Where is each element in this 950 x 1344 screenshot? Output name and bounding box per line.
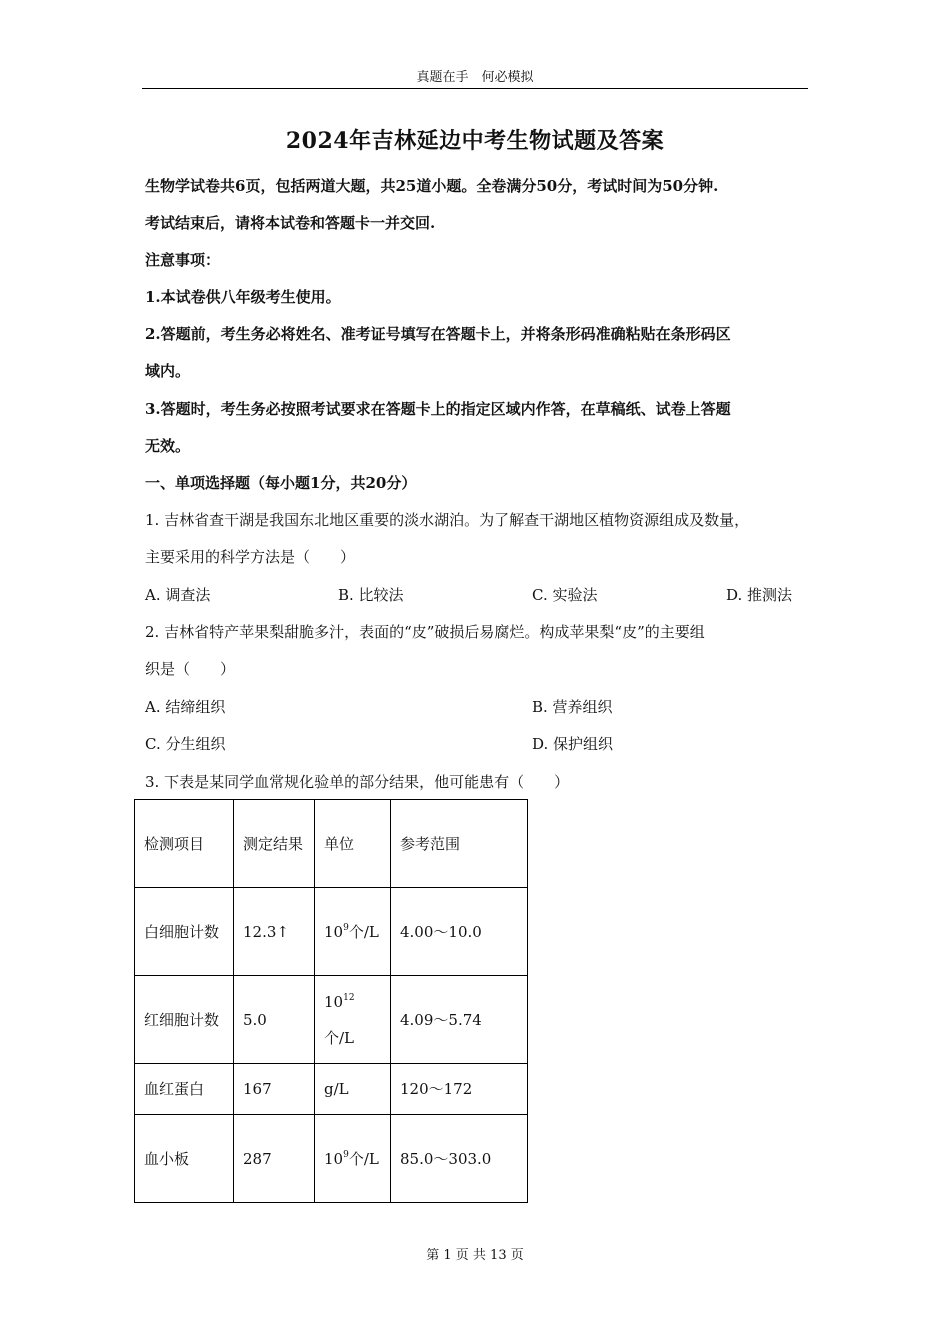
unit-rest: g/L [324, 1080, 349, 1098]
table-row [135, 1115, 528, 1203]
q1-stem-line-2: 主要采用的科学方法是（ ） [145, 548, 356, 566]
cell-result: 167 [234, 1064, 315, 1115]
q2-stem-line-1: 2. 吉林省特产苹果梨甜脆多汁，表面的“皮”破损后易腐烂。构成苹果梨“皮”的主要组 [145, 623, 705, 641]
cell-result: 287 [234, 1115, 315, 1203]
cell-unit [315, 888, 391, 976]
q1-option-d: D. 推测法 [726, 586, 793, 604]
cell-range: 120～172 [391, 1064, 528, 1115]
blood-test-table [134, 799, 528, 1203]
document-title: 2024年吉林延边中考生物试题及答案 [285, 128, 665, 154]
cell-range: 4.09～5.74 [391, 976, 528, 1064]
q1-stem-line-1: 1. 吉林省查干湖是我国东北地区重要的淡水湖泊。为了解查干湖地区植物资源组成及数量， [145, 511, 750, 529]
header-cell-unit: 单位 [315, 800, 391, 888]
table-row [135, 888, 528, 976]
cell-unit [315, 1115, 391, 1203]
notice-item-3-line-1: 3.答题时，考生务必按照考试要求在答题卡上的指定区域内作答，在草稿纸、试卷上答题 [145, 400, 731, 418]
intro-line-1: 生物学试卷共6页，包括两道大题，共25道小题。全卷满分50分，考试时间为50分钟. [145, 177, 719, 195]
notice-item-1: 1.本试卷供八年级考生使用。 [145, 288, 341, 306]
unit-exponent: 9 [343, 1149, 349, 1160]
notice-item-3-line-2: 无效。 [145, 437, 191, 455]
cell-item: 白细胞计数 [135, 888, 234, 976]
header-cell-item: 检测项目 [135, 800, 234, 888]
unit-base: 10 [324, 992, 344, 1011]
header-cell-range: 参考范围 [391, 800, 528, 888]
unit-rest: 个/L [348, 922, 379, 941]
unit-base: 10 [324, 1149, 344, 1168]
cell-range: 4.00～10.0 [391, 888, 528, 976]
intro-line-2: 考试结束后，请将本试卷和答题卡一并交回. [145, 214, 436, 232]
table-row [135, 976, 528, 1064]
q1-option-a: A. 调查法 [145, 586, 211, 604]
unit-exponent: 12 [343, 992, 355, 1003]
q3-stem: 3. 下表是某同学血常规化验单的部分结果，他可能患有（ ） [145, 773, 570, 791]
cell-result: 5.0 [234, 976, 315, 1064]
q2-option-a: A. 结缔组织 [145, 698, 226, 716]
q1-option-b: B. 比较法 [338, 586, 404, 604]
unit-exponent: 9 [343, 922, 349, 933]
page-header: 真题在手 何必模拟 [416, 70, 534, 85]
header-cell-result: 测定结果 [234, 800, 315, 888]
cell-result: 12.3↑ [234, 888, 315, 976]
cell-item: 血小板 [135, 1115, 234, 1203]
unit-rest: 个/L [324, 1028, 355, 1047]
cell-range: 85.0～303.0 [391, 1115, 528, 1203]
header-divider [142, 88, 808, 89]
q2-option-d: D. 保护组织 [532, 735, 614, 753]
q2-option-c: C. 分生组织 [145, 735, 226, 753]
cell-item: 血红蛋白 [135, 1064, 234, 1115]
cell-item: 红细胞计数 [135, 976, 234, 1064]
unit-rest: 个/L [348, 1149, 379, 1168]
notice-heading: 注意事项： [145, 251, 221, 269]
unit-base: 10 [324, 922, 344, 941]
table-row [135, 1064, 528, 1115]
table-header-row [135, 800, 528, 888]
q1-option-c: C. 实验法 [532, 586, 598, 604]
page-footer: 第 1 页 共 13 页 [426, 1248, 524, 1263]
q2-stem-line-2: 织是（ ） [145, 660, 236, 678]
cell-unit [315, 976, 391, 1064]
section-1-heading: 一、单项选择题（每小题1分，共20分） [145, 474, 417, 492]
cell-unit [315, 1064, 391, 1115]
notice-item-2-line-2: 域内。 [145, 362, 191, 380]
notice-item-2-line-1: 2.答题前，考生务必将姓名、准考证号填写在答题卡上，并将条形码准确粘贴在条形码区 [145, 325, 731, 343]
q2-option-b: B. 营养组织 [532, 698, 613, 716]
